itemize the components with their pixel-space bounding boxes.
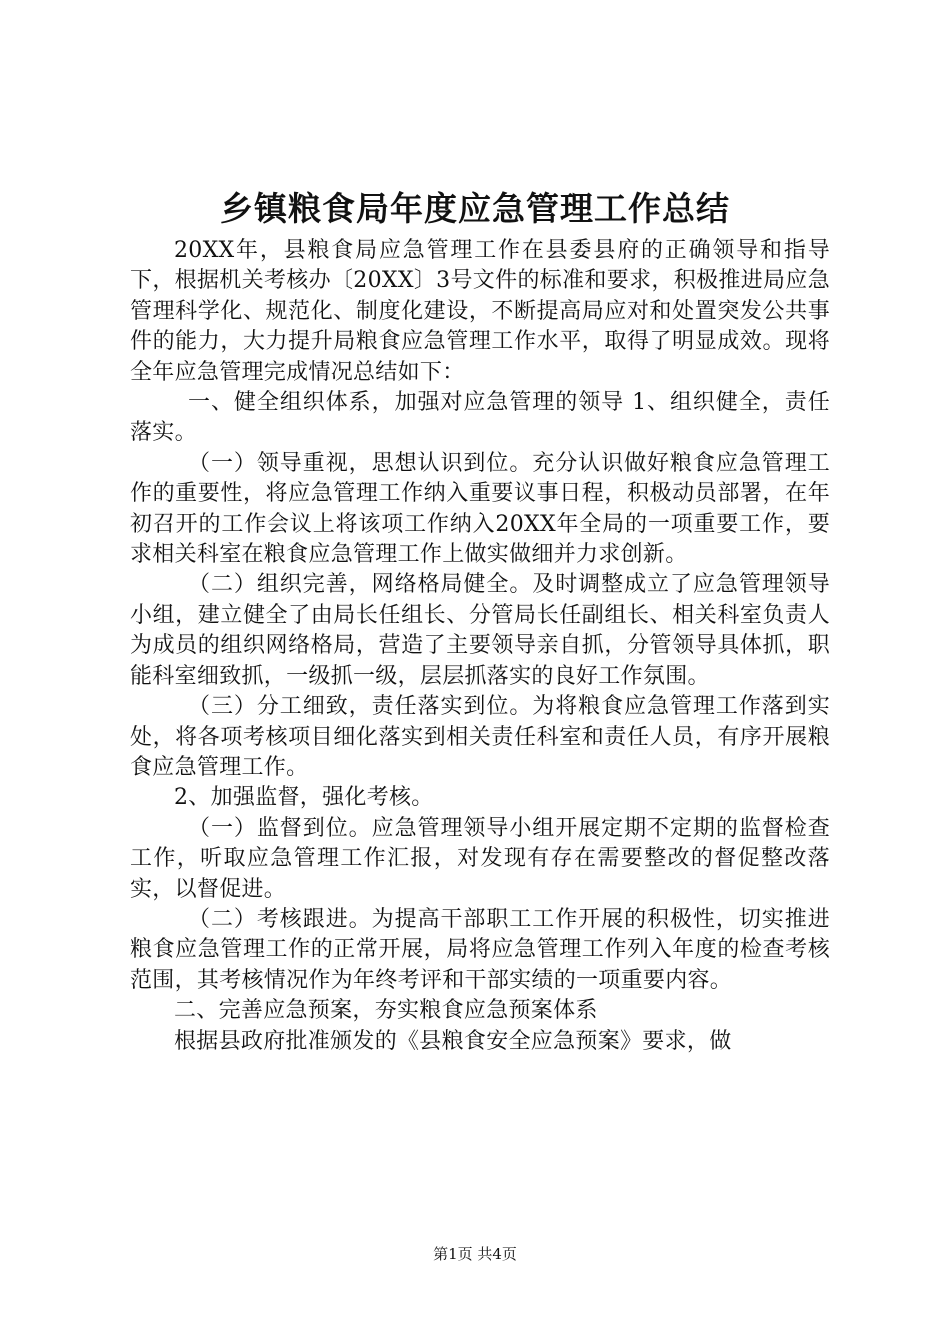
paragraph-item-1-1: （一）领导重视，思想认识到位。充分认识做好粮食应急管理工作的重要性，将应急管理工作纳入重要议事日程，积极动员部署，在年初召开的工作会议上将该项工作纳入20XX年全局的一项重要工作，要求相关科室在粮食应急管理工作上做实做细并力求创新。 [130,450,830,568]
page-number-footer: 第1页 共4页 [433,1245,517,1263]
paragraph-intro: 20XX年，县粮食局应急管理工作在县委县府的正确领导和指导下，根据机关考核办〔20XX〕3号文件的标准和要求，积极推进局应急管理科学化、规范化、制度化建设，不断提高局应对和处置突发公共事件的能力，大力提升局粮食应急管理工作水平，取得了明显成效。现将全年应急管理完成情况总结如下： [130,238,830,385]
document-title: 乡镇粮食局年度应急管理工作总结 [220,189,730,228]
paragraph-section-2-heading: 二、完善应急预案，夯实粮食应急预案体系 [174,998,598,1024]
paragraph-section-1-heading: 一、健全组织体系，加强对应急管理的领导 1、组织健全，责任落实。 [130,390,830,446]
document-body [130,236,830,1057]
paragraph-item-2-2: （二）考核跟进。为提高干部职工工作开展的积极性，切实推进粮食应急管理工作的正常开展，局将应急管理工作列入年度的检查考核范围，其考核情况作为年终考评和干部实绩的一项重要内容。 [130,906,830,993]
paragraph-item-1-2: （二）组织完善，网络格局健全。及时调整成立了应急管理领导小组，建立健全了由局长任组长、分管局长任副组长、相关科室负责人为成员的组织网络格局，营造了主要领导亲自抓，分管领导具体抓，职能科室细致抓，一级抓一级，层层抓落实的良好工作氛围。 [130,572,830,689]
paragraph-section-2-body: 根据县政府批准颁发的《县粮食安全应急预案》要求，做 [174,1028,732,1054]
paragraph-item-1-3: （三）分工细致，责任落实到位。为将粮食应急管理工作落到实处，将各项考核项目细化落实到相关责任科室和责任人员，有序开展粮食应急管理工作。 [130,694,830,780]
paragraph-subsection-2: 2、加强监督，强化考核。 [174,785,434,811]
paragraph-item-2-1: （一）监督到位。应急管理领导小组开展定期不定期的监督检查工作，听取应急管理工作汇报，对发现有存在需要整改的督促整改落实，以督促进。 [130,815,830,902]
